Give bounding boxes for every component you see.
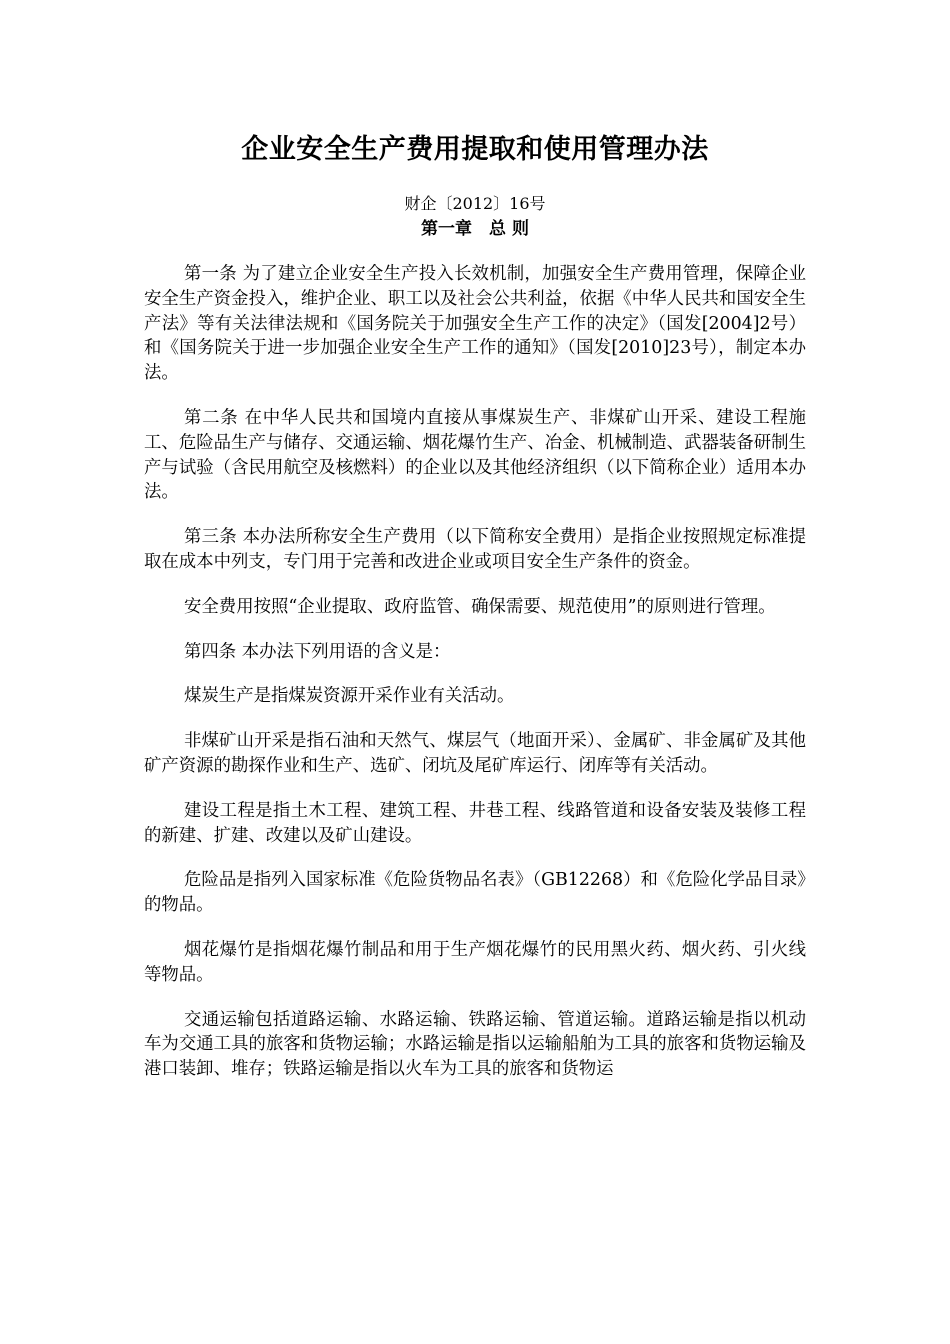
paragraph-mining-definition: 非煤矿山开采是指石油和天然气、煤层气（地面开采）、金属矿、非金属矿及其他矿产资源的勘探作业和生产、选矿、闭坑及尾矿库运行、闭库等有关活动。 bbox=[144, 731, 806, 776]
paragraph-article-4: 第四条 本办法下列用语的含义是： bbox=[184, 641, 451, 662]
document-title: 企业安全生产费用提取和使用管理办法 bbox=[241, 134, 709, 165]
paragraph-article-1: 第一条 为了建立企业安全生产投入长效机制，加强安全生产费用管理，保障企业安全生产资金投入，维护企业、职工以及社会公共利益，依据《中华人民共和国安全生产法》等有关法律法规和《国务院关于加强安全生产工作的决定》（国发[2004]2号）和《国务院关于进一步加强企业安全生产工作的通知》（国发[2010]23号），制定本办法。 bbox=[144, 264, 806, 384]
paragraph-article-3: 第三条 本办法所称安全生产费用（以下简称安全费用）是指企业按照规定标准提取在成本中列支，专门用于完善和改进企业或项目安全生产条件的资金。 bbox=[144, 527, 806, 572]
chapter-heading: 第一章 总 则 bbox=[421, 219, 529, 239]
paragraph-article-2: 第二条 在中华人民共和国境内直接从事煤炭生产、非煤矿山开采、建设工程施工、危险品生产与储存、交通运输、烟花爆竹生产、冶金、机械制造、武器装备研制生产与试验（含民用航空及核燃料）的企业以及其他经济组织（以下简称企业）适用本办法。 bbox=[144, 407, 806, 503]
paragraph-fireworks-definition: 烟花爆竹是指烟花爆竹制品和用于生产烟花爆竹的民用黑火药、烟火药、引火线等物品。 bbox=[144, 939, 806, 985]
paragraph-construction-definition: 建设工程是指土木工程、建筑工程、井巷工程、线路管道和设备安装及装修工程的新建、扩建、改建以及矿山建设。 bbox=[144, 800, 806, 846]
document-number: 财企〔2012〕16号 bbox=[404, 194, 546, 213]
paragraph-coal-definition: 煤炭生产是指煤炭资源开采作业有关活动。 bbox=[184, 686, 515, 707]
paragraph-transport-definition: 交通运输包括道路运输、水路运输、铁路运输、管道运输。道路运输是指以机动车为交通工具的旅客和货物运输；水路运输是指以运输船舶为工具的旅客和货物运输及港口装卸、堆存；铁路运输是指以火车为工具的旅客和货物运 bbox=[144, 1009, 806, 1080]
paragraph-hazardous-definition: 危险品是指列入国家标准《危险货物品名表》（GB12268）和《危险化学品目录》的物品。 bbox=[144, 870, 806, 916]
document-page bbox=[144, 128, 806, 1102]
paragraph-principle: 安全费用按照“企业提取、政府监管、确保需要、规范使用”的原则进行管理。 bbox=[184, 596, 776, 617]
